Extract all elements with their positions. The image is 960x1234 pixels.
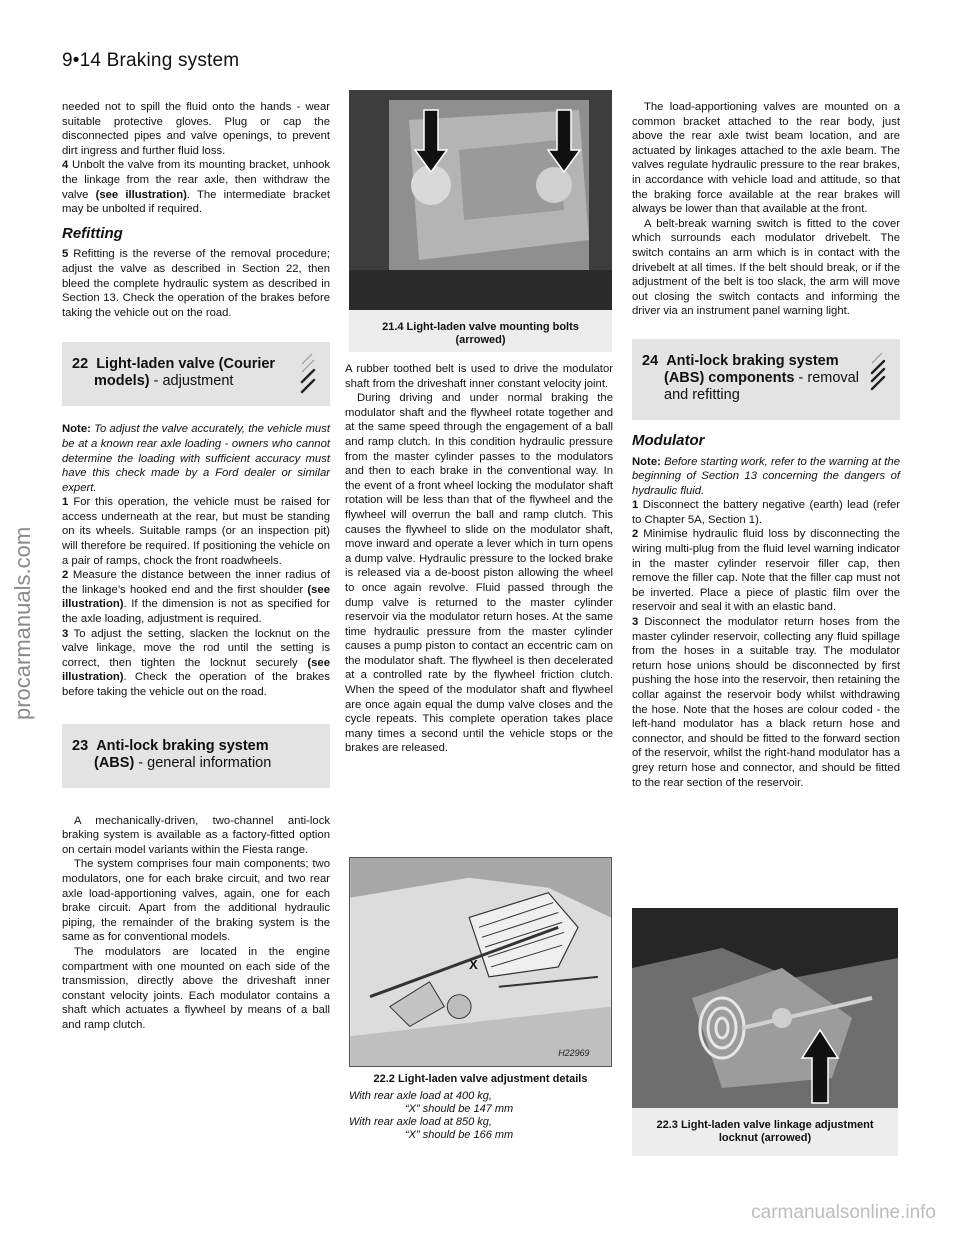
step-2: 2 Measure the distance between the inner radius of the linkage’s hooked end and the first shoulder (see illustration). If the dimension is not as specified for the axle loading, adjustment is required. [62, 569, 330, 626]
step-3: 3 To adjust the setting, slacken the locknut on the valve linkage, move the rod until the setting is correct, then tighten the locknut securely (see illustration). Check the operation of the brakes before taking the vehicle out on the road. [62, 627, 330, 698]
note: Note: Before starting work, refer to the warning at the beginning of Section 13 concerning the dangers of hydraulic fluid. [632, 455, 900, 497]
difficulty-spanner-icon [866, 349, 892, 393]
load-note-147: “X” should be 147 mm [405, 1103, 514, 1115]
photo-caption: 22.2 Light-laden valve adjustment details [373, 1073, 588, 1085]
footer-watermark: carmanualsonline.info [751, 1202, 936, 1223]
paragraph: The load-apportioning valves are mounted on a common bracket attached to the rear body, just above the rear axle twist beam location, and are actuated by linkages attached to the axle beam. The valves regulate hydraulic pressure to the rear brakes, in accordance with vehicle load and attitude, so that the braking force available at the rear brakes will always be lower than that available at the front. [632, 101, 900, 216]
side-watermark-text: procarmanuals.com [10, 526, 35, 720]
section-24-heading: 24 Anti-lock braking system (ABS) components - removal and refitting [632, 339, 900, 420]
figure-22-2 [349, 857, 612, 1142]
paragraph: needed not to spill the fluid onto the hands - wear suitable protective gloves. Plug or cap the disconnected pipes and valve openings, to prevent dirt ingress and further fluid loss. [62, 101, 330, 157]
photo-21-4-box [349, 90, 612, 352]
difficulty-spanner-icon [296, 352, 322, 396]
load-note-850: With rear axle load at 850 kg, [349, 1116, 492, 1128]
column-3 [632, 100, 900, 790]
column-1 [62, 100, 330, 1033]
load-note-166: “X” should be 166 mm [405, 1129, 514, 1141]
photo-caption: 22.3 Light-laden valve linkage adjustment locknut (arrowed) [656, 1119, 874, 1144]
paragraph: The modulators are located in the engine compartment with one mounted on each side of the transmission, directly above the driveshaft inner constant velocity joints. Each modulator contains a shaft which actuates a flywheel by means of a ball and ramp clutch. [62, 945, 330, 1031]
note: Note: To adjust the valve accurately, the vehicle must be at a known rear axle loading - owners who cannot determine the loading with sufficient accuracy must have this check made by a Ford dealer or similar expert. [62, 423, 330, 494]
photo-adjustment-details [349, 857, 612, 1067]
step-5: 5 Refitting is the reverse of the removal procedure; adjust the valve as described in Section 22, then bleed the complete hydraulic system as described in Section 13. Check the operation of the brakes before taking the vehicle out on the road. [62, 248, 331, 319]
paragraph: The system comprises four main components; two modulators, one for each brake circuit, and two rear axle load-apportioning valves, again, one for each brake circuit. Apart from the additional hydraulic piping, the remainder of the braking system is the same as for conventional models. [62, 858, 330, 944]
section-22-heading: 22 Light-laden valve (Courier models) - adjustment [62, 342, 330, 406]
dimension-x-label: X [469, 956, 478, 972]
side-watermark [8, 0, 38, 1234]
paragraph: A rubber toothed belt is used to drive the modulator shaft from the driveshaft inner constant velocity joint. [345, 363, 613, 390]
step-4: 4 Unbolt the valve from its mounting bracket, unhook the linkage from the rear axle, then withdraw the valve (see illustration). The intermediate bracket may be unbolted if required. [62, 159, 331, 216]
step-1: 1 Disconnect the battery negative (earth) lead (refer to Chapter 5A, Section 1). [632, 499, 900, 526]
subheading-refitting: Refitting [62, 224, 123, 242]
load-note-400: With rear axle load at 400 kg, [349, 1090, 492, 1102]
paragraph: A mechanically-driven, two-channel anti-lock braking system is available as a factory-fitted option on certain model variants within the Fiesta range. [62, 814, 330, 856]
photo-22-3-box [632, 908, 898, 1156]
step-3: 3 Disconnect the modulator return hoses from the master cylinder reservoir, collecting any fluid spillage from the hoses in a suitable tray. The modulator return hose unions should be disconnected by first pushing the hose into the reservoir, then retaining the collar against the reservoir body whilst withdrawing the hose. Note that the hoses are colour coded - the left-hand modulator has a black return hose and connector, and should be fitted to the forward section of the reservoir, whilst the right-hand modulator has a grey return hose and connector, and should be fitted to the rear section of the reservoir. [632, 616, 901, 789]
page-number: 9•14 [62, 50, 102, 71]
subheading-modulator: Modulator [632, 431, 705, 449]
step-1: 1 For this operation, the vehicle must be raised for access underneath at the rear, but must be standing on its wheels. Suitable ramps (or an inspection pit) will therefore be required. If positioning the vehicle on a pair of ramps, chock the front roadwheels. [62, 496, 331, 567]
photo-caption: 21.4 Light-laden valve mounting bolts (arrowed) [382, 321, 579, 346]
photo-linkage-locknut [632, 908, 898, 1108]
page-header [62, 50, 239, 72]
photo-mounting-bolts [349, 90, 612, 310]
section-23-heading: 23 Anti-lock braking system (ABS) - general information [62, 724, 330, 788]
paragraph: A belt-break warning switch is fitted to the cover which surrounds each modulator drivebelt. The switch contains an arm which is in contact with the drivebelt at all times. If the belt should break, or if the adjustment of the belt is too slack, the arm will move out closing the switch contacts and informing the driver via an instrument panel warning light. [632, 217, 900, 318]
step-2: 2 Minimise hydraulic fluid loss by disconnecting the wiring multi-plug from the fluid level warning indicator in the master cylinder reservoir filler cap, then remove the filler cap. Note that the filler cap must not be inverted. Place a piece of plastic film over the reservoir and seal it with an elastic band. [632, 528, 901, 614]
paragraph: During driving and under normal braking the modulator shaft and the flywheel rotate together and at the same speed through the engagement of a ball and ramp clutch. In this condition hydraulic pressure from the master cylinder passes to the modulators and then to each brake in the conventional way. In the event of a front wheel locking the modulator shaft rotation will be less than that of the flywheel and the flywheel will overrun the ball and ramp clutch. This causes the flywheel to slide on the modulator shaft, move inward and operate a lever which in turn opens a dump valve. Hydraulic pressure to the locked brake is released via a de-boost piston allowing the wheel to once again revolve. Fluid passed through the dump valve is returned to the master cylinder reservoir via the modulator return hoses. At the same time hydraulic pressure from the master cylinder causes a pump piston to contact an eccentric cam on the modulator shaft. The flywheel is then decelerated at a controlled rate by the flywheel friction clutch. When the speed of the modulator shaft and flywheel are once again equal the dump valve closes and the cycle repeats. This complete operation takes place many times a second until the vehicle stops or the brakes are released. [345, 392, 613, 755]
figure-code: H22969 [558, 1048, 590, 1059]
page-title: Braking system [106, 50, 240, 71]
